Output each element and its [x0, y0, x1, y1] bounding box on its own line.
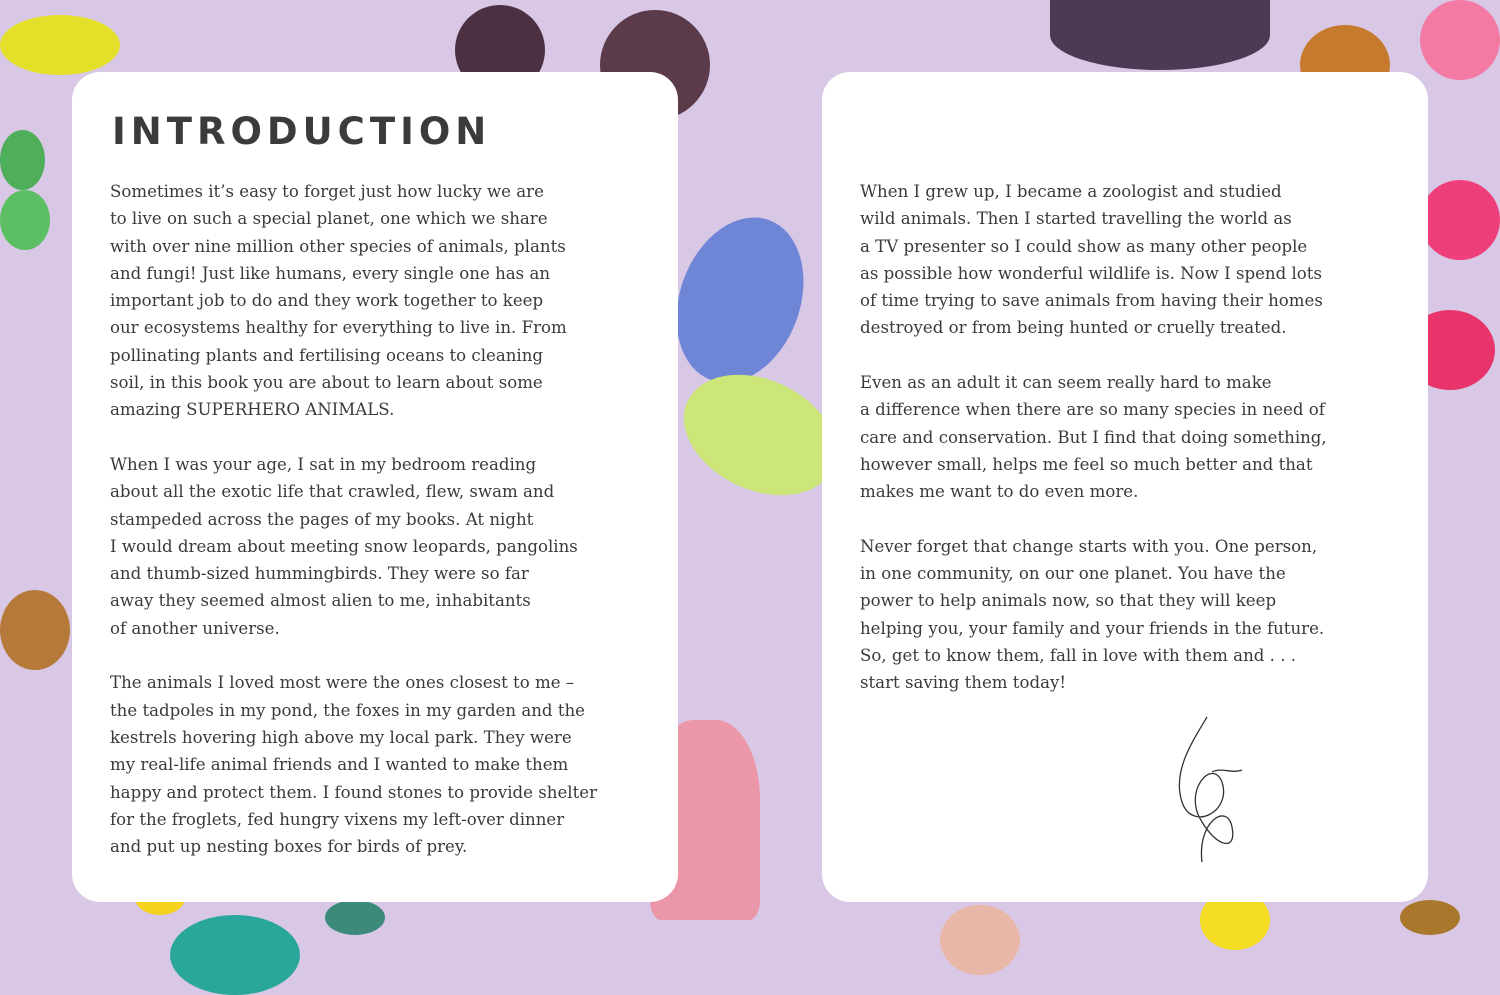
left-body-text	[110, 178, 597, 888]
text-line: happy and protect them. I found stones to provide shelter	[110, 782, 598, 802]
bee-illustration	[1400, 900, 1460, 935]
text-line: When I grew up, I became a zoologist and studied	[860, 182, 1282, 201]
text-line: away they seemed almost alien to me, inhabitants	[110, 591, 531, 611]
text-line: Never forget that change starts with you. One person,	[860, 536, 1318, 556]
text-line: of time trying to save animals from having their homes	[860, 291, 1323, 311]
text-line: kestrels hovering high above my local park. They were	[110, 727, 572, 747]
text-line: a TV presenter so I could show as many other people	[860, 236, 1308, 256]
text-line: The animals I loved most were the ones closest to me –	[110, 673, 575, 693]
text-line: power to help animals now, so that they will keep	[860, 591, 1277, 611]
text-line: makes me want to do even more.	[860, 482, 1139, 502]
flower-illustration	[1420, 180, 1500, 260]
leaf-illustration	[0, 130, 45, 190]
left-page	[72, 72, 678, 902]
paragraph	[110, 669, 597, 860]
text-line: my real-life animal friends and I wanted to make them	[110, 755, 569, 775]
text-line: stampeded across the pages of my books. At night	[110, 509, 534, 529]
text-line: destroyed or from being hunted or cruelly treated.	[860, 318, 1287, 338]
text-line: I would dream about meeting snow leopards, pangolins	[110, 536, 578, 556]
text-line: pollinating plants and fertilising oceans to cleaning	[110, 345, 544, 365]
tarsier-illustration	[0, 590, 70, 670]
text-line: for the froglets, fed hungry vixens my left-over dinner	[110, 809, 565, 829]
paragraph	[110, 451, 597, 642]
text-line: helping you, your family and your friends in the future.	[860, 618, 1325, 638]
text-line: in one community, on our one planet. You have the	[860, 564, 1286, 584]
text-line: wild animals. Then I started travelling the world as	[860, 209, 1292, 229]
leaf-illustration	[0, 190, 50, 250]
text-line: important job to do and they work together to keep	[110, 291, 544, 311]
text-line: and thumb-sized hummingbirds. They were so far	[110, 564, 529, 584]
axolotl-illustration	[940, 905, 1020, 975]
fish-illustration	[325, 900, 385, 935]
text-line: soil, in this book you are about to learn about some	[110, 373, 543, 393]
text-line: Even as an adult it can seem really hard to make	[860, 373, 1272, 393]
text-line: care and conservation. But I find that doing something,	[860, 427, 1327, 447]
text-line: the tadpoles in my pond, the foxes in my garden and the	[110, 700, 585, 720]
right-page	[822, 72, 1428, 902]
text-line: and fungi! Just like humans, every single one has an	[110, 263, 551, 283]
signature	[1162, 712, 1252, 872]
text-line: Sometimes it’s easy to forget just how lucky we are	[110, 182, 544, 201]
paragraph	[110, 178, 597, 424]
page-title: INTRODUCTION	[112, 110, 492, 153]
paragraph	[860, 533, 1327, 697]
right-body-text	[860, 178, 1327, 724]
text-line: a difference when there are so many species in need of	[860, 400, 1325, 420]
text-line: to live on such a special planet, one which we share	[110, 209, 548, 229]
leaf-illustration	[655, 200, 826, 401]
frog-illustration	[0, 15, 120, 75]
paragraph	[860, 369, 1327, 505]
text-line: our ecosystems healthy for everything to live in. From	[110, 318, 567, 338]
text-line: however small, helps me feel so much better and that	[860, 454, 1313, 474]
text-line: with over nine million other species of animals, plants	[110, 236, 566, 256]
text-line: and put up nesting boxes for birds of prey.	[110, 837, 468, 857]
text-line: start saving them today!	[860, 673, 1067, 693]
flower-illustration	[1420, 0, 1500, 80]
text-line: about all the exotic life that crawled, flew, swam and	[110, 482, 555, 502]
text-line: of another universe.	[110, 618, 280, 638]
text-line: When I was your age, I sat in my bedroom reading	[110, 454, 537, 474]
text-line: amazing SUPERHERO ANIMALS.	[110, 400, 395, 420]
text-line: So, get to know them, fall in love with them and . . .	[860, 646, 1297, 666]
coral-illustration	[170, 915, 300, 995]
text-line: as possible how wonderful wildlife is. Now I spend lots	[860, 263, 1322, 283]
paragraph	[860, 178, 1327, 342]
bat-illustration	[1050, 0, 1270, 70]
